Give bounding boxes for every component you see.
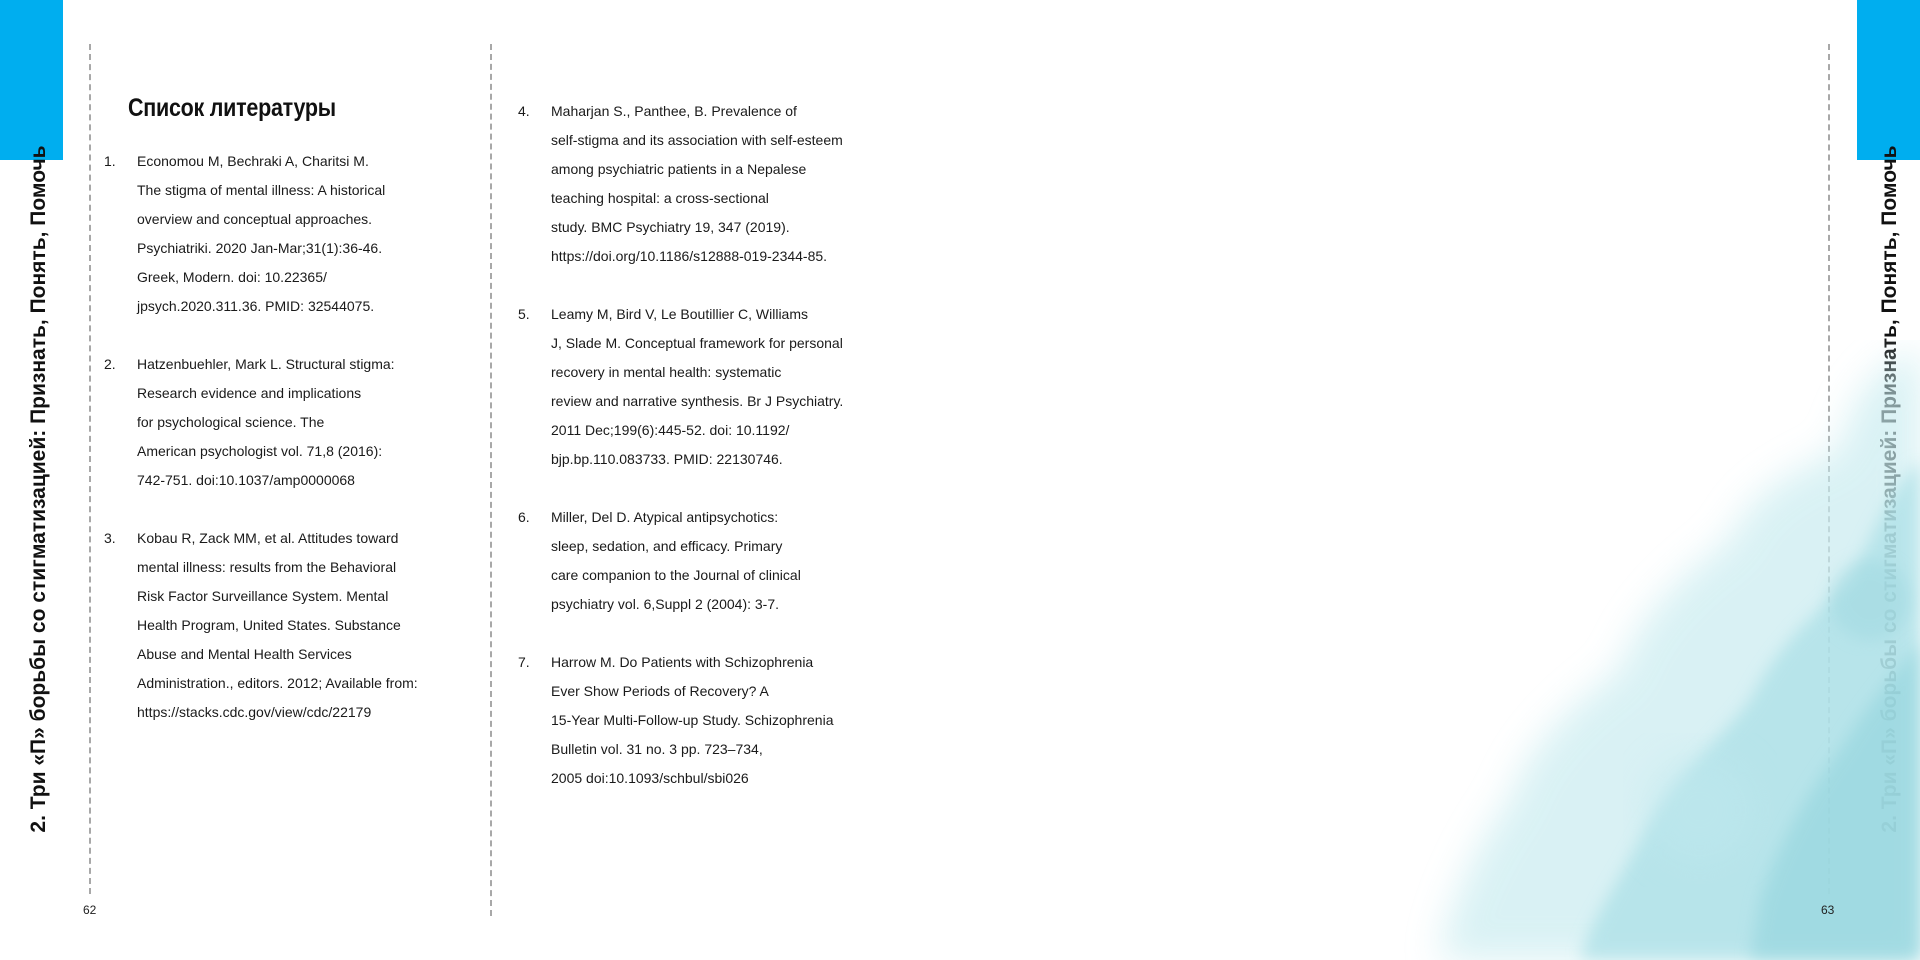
reference-text-line: bjp.bp.110.083733. PMID: 22130746. bbox=[551, 451, 783, 467]
reference-number: 2. bbox=[104, 356, 116, 372]
reference-text-line: jpsych.2020.311.36. PMID: 32544075. bbox=[137, 298, 375, 314]
reference-text-line: Maharjan S., Panthee, B. Prevalence of bbox=[551, 103, 797, 119]
reference-text-line: care companion to the Journal of clinical bbox=[551, 567, 801, 583]
page-number-right: 63 bbox=[1821, 903, 1835, 917]
reference-text-line: among psychiatric patients in a Nepalese bbox=[551, 161, 807, 177]
reference-text-line: Psychiatriki. 2020 Jan-Mar;31(1):36-46. bbox=[137, 240, 383, 256]
reference-number: 6. bbox=[518, 509, 530, 525]
divider-left-margin bbox=[89, 44, 91, 894]
reference-text-line: Risk Factor Surveillance System. Mental bbox=[137, 588, 389, 604]
accent-tab-right bbox=[1857, 0, 1920, 160]
reference-text-line: overview and conceptual approaches. bbox=[137, 211, 373, 227]
reference-text-line: Abuse and Mental Health Services bbox=[137, 646, 352, 662]
reference-number: 4. bbox=[518, 103, 530, 119]
reference-item bbox=[104, 524, 464, 727]
reference-text-line: 2011 Dec;199(6):445-52. doi: 10.1192/ bbox=[551, 422, 790, 438]
reference-text-line: Kobau R, Zack MM, et al. Attitudes toward bbox=[137, 530, 399, 546]
page-heading: Список литературы bbox=[128, 94, 336, 122]
reference-text-line: study. BMC Psychiatry 19, 347 (2019). bbox=[551, 219, 790, 235]
reference-text-line: recovery in mental health: systematic bbox=[551, 364, 782, 380]
reference-text-line: Research evidence and implications bbox=[137, 385, 362, 401]
reference-text-line: psychiatry vol. 6,Suppl 2 (2004): 3-7. bbox=[551, 596, 780, 612]
reference-item bbox=[104, 350, 464, 495]
references-list-right bbox=[518, 97, 888, 822]
accent-tab-left bbox=[0, 0, 63, 160]
divider-column bbox=[490, 44, 492, 916]
reference-text-line: 2005 doi:10.1093/schbul/sbi026 bbox=[551, 770, 749, 786]
reference-text-line: Ever Show Periods of Recovery? A bbox=[551, 683, 769, 699]
reference-number: 5. bbox=[518, 306, 530, 322]
reference-text-line: Leamy M, Bird V, Le Boutillier C, Williams bbox=[551, 306, 809, 322]
reference-item bbox=[518, 503, 888, 619]
reference-text-line: Bulletin vol. 31 no. 3 pp. 723–734, bbox=[551, 741, 763, 757]
reference-text-line: Harrow M. Do Patients with Schizophrenia bbox=[551, 654, 814, 670]
reference-text-line: American psychologist vol. 71,8 (2016): bbox=[137, 443, 383, 459]
references-list-left bbox=[104, 147, 464, 756]
reference-item bbox=[104, 147, 464, 321]
reference-text-line: Miller, Del D. Atypical antipsychotics: bbox=[551, 509, 779, 525]
page-number-left: 62 bbox=[83, 903, 97, 917]
reference-number: 1. bbox=[104, 153, 116, 169]
reference-text-line: The stigma of mental illness: A historical bbox=[137, 182, 386, 198]
reference-text-line: Health Program, United States. Substance bbox=[137, 617, 401, 633]
reference-text-line: mental illness: results from the Behavioral bbox=[137, 559, 397, 575]
watercolor-decoration bbox=[1280, 340, 1920, 960]
reference-text-line: Hatzenbuehler, Mark L. Structural stigma: bbox=[137, 356, 395, 372]
reference-text-line: 15-Year Multi-Follow-up Study. Schizophrenia bbox=[551, 712, 834, 728]
reference-text-line: Greek, Modern. doi: 10.22365/ bbox=[137, 269, 327, 285]
reference-item bbox=[518, 648, 888, 793]
reference-item bbox=[518, 97, 888, 271]
reference-text-line: Administration., editors. 2012; Available from: bbox=[137, 675, 418, 691]
reference-item bbox=[518, 300, 888, 474]
reference-text-line: Economou M, Bechraki A, Charitsi M. bbox=[137, 153, 369, 169]
reference-text-line: for psychological science. The bbox=[137, 414, 325, 430]
reference-text-line: J, Slade M. Conceptual framework for personal bbox=[551, 335, 843, 351]
reference-text-line: review and narrative synthesis. Br J Psychiatry. bbox=[551, 393, 844, 409]
reference-number: 3. bbox=[104, 530, 116, 546]
reference-text-line: self-stigma and its association with self-esteem bbox=[551, 132, 843, 148]
reference-text-line: https://doi.org/10.1186/s12888-019-2344-85. bbox=[551, 248, 828, 264]
reference-number: 7. bbox=[518, 654, 530, 670]
reference-text-line: https://stacks.cdc.gov/view/cdc/22179 bbox=[137, 704, 372, 720]
reference-text-line: sleep, sedation, and efficacy. Primary bbox=[551, 538, 783, 554]
side-title-left: 2. Три «П» борьбы со стигматизацией: Признать, Понять, Помочь bbox=[27, 145, 50, 833]
reference-text-line: teaching hospital: a cross-sectional bbox=[551, 190, 769, 206]
reference-text-line: 742-751. doi:10.1037/amp0000068 bbox=[137, 472, 355, 488]
